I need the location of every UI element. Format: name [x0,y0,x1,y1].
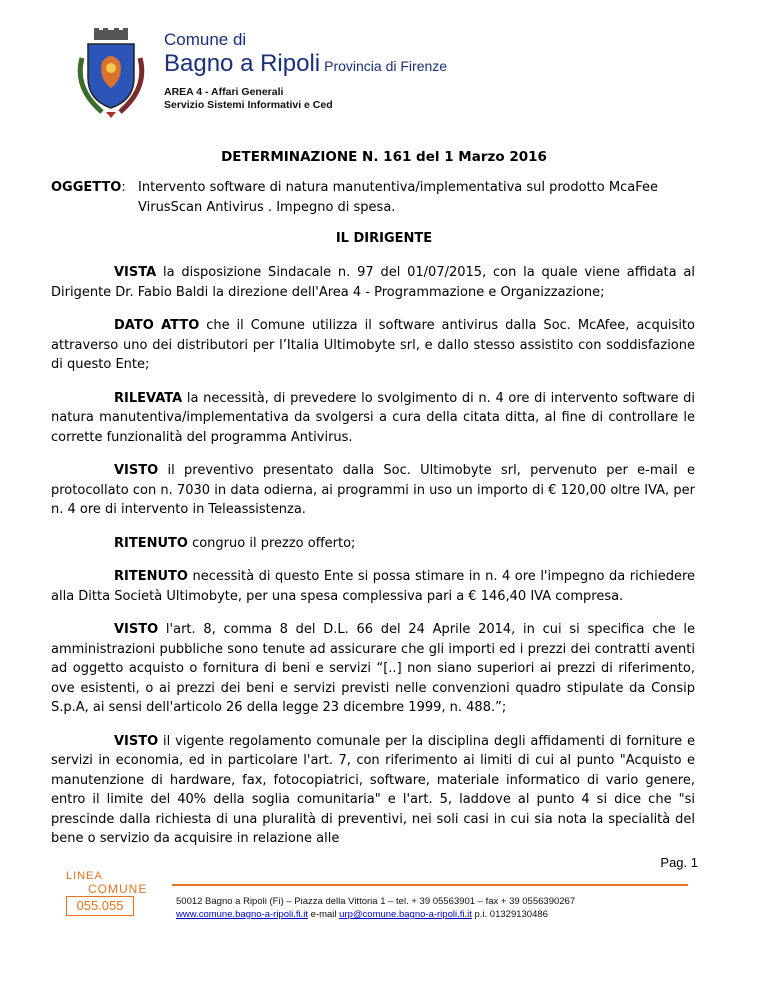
paragraph-lead: RITENUTO [114,535,188,551]
paragraph-text: necessità di questo Ente si possa stimare in n. 4 ore l'impegno da richiedere alla Ditta Società Ultimobyte, per una spesa complessiva pari a € 146,40 IVA compresa. [51,569,695,604]
subject-label: OGGETTO [51,180,122,195]
paragraph-text: il vigente regolamento comunale per la disciplina degli affidamenti di forniture e servizi in economia, ed in particolare l'art. 7, con riferimento ai limiti di cui al punto "Acquisto e manutenzione di hardware, fax, fotocopiatrici, software, materiale informatico di vario genere, entro il limite del 40% della soglia comunitaria" e l'art. 5, laddove al punto 4 si dice che "si prescinde dalla richiesta di una pluralità di preventivi, nei soli casi in cui sia nota la specialità del bene o servizio da acquisire in relazione alle [51,733,695,846]
paragraph-text: che il Comune utilizza il software antivirus dalla Soc. McAfee, acquisito attraverso uno dei distributori per l’Italia Ultimobyte srl, e dallo stesso assistito con soddisfazione di questo Ente; [51,318,695,372]
website-link[interactable]: www.comune.bagno-a-ripoli.fi.it [176,909,309,920]
email-label: e-mail [310,909,337,920]
contact-line [176,908,575,921]
paragraph-lead: VISTO [114,622,159,637]
municipal-crest-icon [72,28,150,120]
section-heading: IL DIRIGENTE [335,231,433,246]
town-label: Bagno a Ripoli [164,50,321,77]
logo-line1: LINEA [66,870,103,882]
comune-di-label: Comune di [164,30,247,49]
linea-comune-logo [66,870,170,916]
vat-number: p.i. 01329130486 [474,909,548,920]
paragraph-text: l'art. 8, comma 8 del D.L. 66 del 24 Aprile 2014, in cui si specifica che le amministrazioni pubbliche sono tenute ad assicurare che gli importi ed i prezzi dei contratti aventi ad oggetto acquisto o fornitura di beni e servizi “[..] non siano superiori ai prezzi di riferimento, ove esistenti, o ai prezzi dei beni e servizi previsti nelle convenzioni quadro stipulate da Consip S.p.A, ai sensi dell'articolo 26 della legge 23 dicembre 1999, n. 488.”; [51,622,695,715]
paragraph-lead: RILEVATA [114,390,183,406]
letterhead [72,28,572,128]
document-body [51,263,695,863]
servizio-label: Servizio Sistemi Informativi e Ced [164,99,333,111]
email-link[interactable]: urp@comune.bagno-a-ripoli.fi.it [339,909,472,920]
subject-block: OGGETTO: Intervento software di natura manutentiva/implementativa sul prodotto McaFee VirusScan Antivirus . Impegno di spesa. [51,178,691,198]
paragraph-lead: DATO ATTO [114,318,200,333]
paragraph [51,263,695,302]
logo-number: 055.055 [66,896,134,916]
paragraph-lead: VISTO [114,463,159,478]
document-title: DETERMINAZIONE N. 161 del 1 Marzo 2016 [221,149,547,165]
paragraph-text: la disposizione Sindacale n. 97 del 01/07/2015, con la quale viene affidata al Dirigente Dr. Fabio Baldi la direzione dell'Area 4 - Programmazione e Organizzazione; [51,265,695,300]
paragraph-text: il preventivo presentato dalla Soc. Ultimobyte srl, pervenuto per e-mail e protocollato con n. 7030 in data odierna, ai programmi in uso un importo di € 120,00 oltre IVA, per n. 4 ore di intervento in Teleassistenza. [51,463,695,517]
paragraph-lead: VISTO [114,733,159,749]
paragraph-lead: RITENUTO [114,569,188,584]
address-line: 50012 Bagno a Ripoli (Fi) – Piazza della Vittoria 1 – tel. + 39 05563901 – fax + 39 0556390267 [176,896,576,907]
paragraph [51,316,695,375]
office-info [164,86,333,112]
paragraph [51,389,695,448]
paragraph [51,620,695,718]
logo-line2: COMUNE [88,882,148,896]
page-number: Pag. 1 [660,855,698,870]
paragraph [51,461,695,520]
paragraph [51,567,695,606]
footer-divider [172,884,688,886]
footer-address [176,895,575,921]
subject-text: Intervento software di natura manutentiva/implementativa sul prodotto McaFee VirusScan Antivirus . Impegno di spesa. [138,180,658,215]
area-label: AREA 4 - Affari Generali [164,86,284,98]
town-name [164,50,447,78]
paragraph-text: congruo il prezzo offerto; [187,535,356,551]
paragraph-text: la necessità, di prevedere lo svolgimento di n. 4 ore di intervento software di natura manutentiva/implementativa da svolgersi a cura della citata ditta, al fine di controllare le corrette funzionalità del programma Antivirus. [51,390,695,445]
paragraph [51,732,695,849]
paragraph [51,534,695,554]
paragraph-lead: VISTA [114,265,157,280]
province-label: Provincia di Firenze [324,58,448,74]
